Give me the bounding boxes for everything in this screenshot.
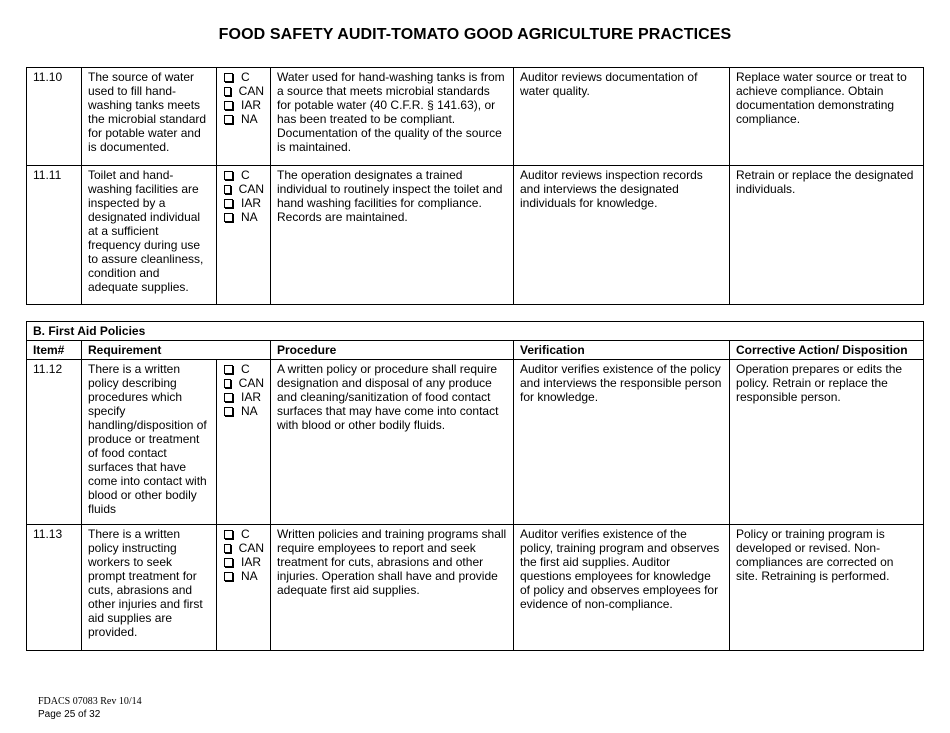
section-title: B. First Aid Policies — [27, 322, 924, 341]
checkbox-icon — [224, 544, 231, 553]
audit-table-water-toilet — [26, 67, 924, 305]
status-checkbox-can[interactable]: CAN — [223, 84, 264, 98]
table-row — [27, 166, 924, 305]
status-checkbox-c[interactable]: C — [223, 70, 264, 84]
section-header-row — [27, 322, 924, 341]
verification-cell: Auditor reviews documentation of water quality. — [514, 68, 730, 166]
verification-cell: Auditor verifies existence of the policy, training program and observes the first aid supplies. Auditor questions employees for knowledge of policy and observes employees for evidence of non-compliance. — [514, 525, 730, 651]
status-checkbox-iar[interactable]: IAR — [223, 555, 264, 569]
requirement-cell: Toilet and hand-washing facilities are inspected by a designated individual at a sufficient frequency during use to assure cleanliness, condition and adequate supplies. — [82, 166, 217, 305]
checkbox-icon — [224, 87, 231, 96]
corrective-action-cell: Policy or training program is developed or revised. Non-compliances are corrected on site. Retraining is performed. — [730, 525, 924, 651]
status-checkbox-na[interactable]: NA — [223, 404, 264, 418]
checkbox-icon — [224, 530, 233, 539]
procedure-cell: Water used for hand-washing tanks is from a source that meets microbial standards for potable water (40 C.F.R. § 141.63), or has been treated to be compliant. Documentation of the quality of the source is maintained. — [271, 68, 514, 166]
checkbox-icon — [224, 101, 233, 110]
checkbox-icon — [224, 73, 233, 82]
status-checkbox-c[interactable]: C — [223, 362, 264, 376]
checkbox-icon — [224, 572, 233, 581]
page-footer — [38, 695, 142, 721]
procedure-cell: The operation designates a trained individual to routinely inspect the toilet and hand washing facilities for compliance. Records are maintained. — [271, 166, 514, 305]
status-checkbox-c[interactable]: C — [223, 168, 264, 182]
requirement-cell: There is a written policy instructing workers to seek prompt treatment for cuts, abrasions and other injuries and first aid supplies are provided. — [82, 525, 217, 651]
checkbox-icon — [224, 558, 233, 567]
status-checkbox-can[interactable]: CAN — [223, 541, 264, 555]
column-header-procedure: Procedure — [271, 341, 514, 360]
corrective-action-cell: Replace water source or treat to achieve compliance. Obtain documentation demonstrating compliance. — [730, 68, 924, 166]
status-checkbox-c[interactable]: C — [223, 527, 264, 541]
procedure-cell: Written policies and training programs shall require employees to report and seek treatment for cuts, abrasions and other injuries. Operation shall have and provide adequate first aid supplies. — [271, 525, 514, 651]
status-checkbox-iar[interactable]: IAR — [223, 390, 264, 404]
checkbox-icon — [224, 199, 233, 208]
table-row — [27, 360, 924, 525]
item-number: 11.11 — [27, 166, 82, 305]
checkbox-icon — [224, 115, 233, 124]
column-header-requirement: Requirement — [82, 341, 271, 360]
requirement-cell: The source of water used to fill hand-washing tanks meets the microbial standard for potable water and is documented. — [82, 68, 217, 166]
status-cell — [217, 360, 271, 525]
item-number: 11.12 — [27, 360, 82, 525]
status-checkbox-na[interactable]: NA — [223, 112, 264, 126]
table-row — [27, 68, 924, 166]
audit-table-first-aid — [26, 321, 924, 651]
column-header-verification: Verification — [514, 341, 730, 360]
checkbox-icon — [224, 365, 233, 374]
status-checkbox-na[interactable]: NA — [223, 569, 264, 583]
corrective-action-cell: Retrain or replace the designated individuals. — [730, 166, 924, 305]
checkbox-icon — [224, 393, 233, 402]
requirement-cell: There is a written policy describing procedures which specify handling/disposition of produce or treatment of food contact surfaces that have come into contact with blood or other bodily fluids — [82, 360, 217, 525]
column-header-item: Item# — [27, 341, 82, 360]
status-checkbox-can[interactable]: CAN — [223, 376, 264, 390]
checkbox-icon — [224, 171, 233, 180]
column-header-row — [27, 341, 924, 360]
status-checkbox-can[interactable]: CAN — [223, 182, 264, 196]
table-row — [27, 525, 924, 651]
status-checkbox-iar[interactable]: IAR — [223, 196, 264, 210]
verification-cell: Auditor reviews inspection records and interviews the designated individuals for knowledge. — [514, 166, 730, 305]
verification-cell: Auditor verifies existence of the policy and interviews the responsible person for knowledge. — [514, 360, 730, 525]
procedure-cell: A written policy or procedure shall require designation and disposal of any produce and cleaning/sanitization of food contact surfaces that may have come into contact with blood or other bodily fluids. — [271, 360, 514, 525]
page-title: FOOD SAFETY AUDIT-TOMATO GOOD AGRICULTURE PRACTICES — [218, 26, 732, 43]
status-cell — [217, 525, 271, 651]
item-number: 11.10 — [27, 68, 82, 166]
column-header-corrective-action: Corrective Action/ Disposition — [730, 341, 924, 360]
checkbox-icon — [224, 407, 233, 416]
status-cell — [217, 68, 271, 166]
status-checkbox-na[interactable]: NA — [223, 210, 264, 224]
checkbox-icon — [224, 185, 231, 194]
form-code: FDACS 07083 Rev 10/14 — [38, 696, 142, 707]
checkbox-icon — [224, 379, 231, 388]
checkbox-icon — [224, 213, 233, 222]
status-cell — [217, 166, 271, 305]
corrective-action-cell: Operation prepares or edits the policy. Retrain or replace the responsible person. — [730, 360, 924, 525]
page-number: Page 25 of 32 — [38, 709, 101, 720]
item-number: 11.13 — [27, 525, 82, 651]
status-checkbox-iar[interactable]: IAR — [223, 98, 264, 112]
